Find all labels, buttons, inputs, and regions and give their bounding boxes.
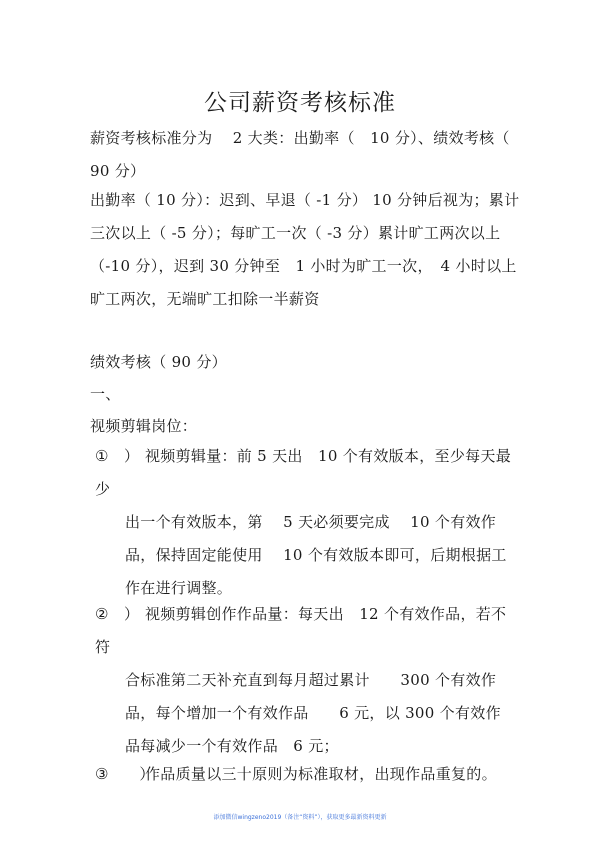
page-title: 公司薪资考核标准 xyxy=(204,90,396,116)
list-item xyxy=(95,598,515,763)
list-item xyxy=(95,440,515,605)
footer-watermark-text: 添加微信wingzeno2019（备注“资料”），获取更多最新资料更新 xyxy=(213,814,387,821)
list-item-first-line xyxy=(95,598,515,664)
item-text: 视频剪辑创作作品量：每天出 12 个有效作品，若不符 xyxy=(95,605,507,656)
item-marker: ① ） xyxy=(95,447,140,465)
attendance-paragraph: 出勤率（ 10 分）：迟到、早退（ -1 分） 10 分钟后视为；累计三次以上（ -5 分）；每旷工一次（ -3 分）累计旷工两次以上（-10 分），迟到 30 分钟至 1 小时为旷工一次， 4 小时以上旷工两次，无端旷工扣除一半薪资 xyxy=(90,191,520,308)
list-item xyxy=(95,758,515,791)
intro-paragraph: 薪资考核标准分为 2 大类：出勤率（ 10 分）、绩效考核（ 90 分） xyxy=(90,129,526,180)
item-marker: ③ ） xyxy=(95,765,155,783)
item-continuation: 出一个有效版本，第 5 天必须要完成 10 个有效作品，保持固定能使用 10 个有效版本即可，后期根据工作在进行调整。 xyxy=(125,513,507,597)
list-item-first-line xyxy=(95,758,515,791)
list-item-first-line xyxy=(95,440,515,506)
position-heading: 视频剪辑岗位： xyxy=(90,417,198,435)
section-one-label: 一、 xyxy=(90,385,121,403)
item-marker: ② ） xyxy=(95,605,140,623)
item-continuation: 合标准第二天补充直到每月超过累计 300 个有效作品，每个增加一个有效作品 6 元，以 300 个有效作品每减少一个有效作品 6 元； xyxy=(125,671,501,755)
item-text: 作品质量以三十原则为标准取材，出现作品重复的。 xyxy=(145,765,497,783)
performance-heading: 绩效考核（ 90 分） xyxy=(90,353,227,371)
item-text: 视频剪辑量：前 5 天出 10 个有效版本，至少每天最少 xyxy=(95,447,512,498)
